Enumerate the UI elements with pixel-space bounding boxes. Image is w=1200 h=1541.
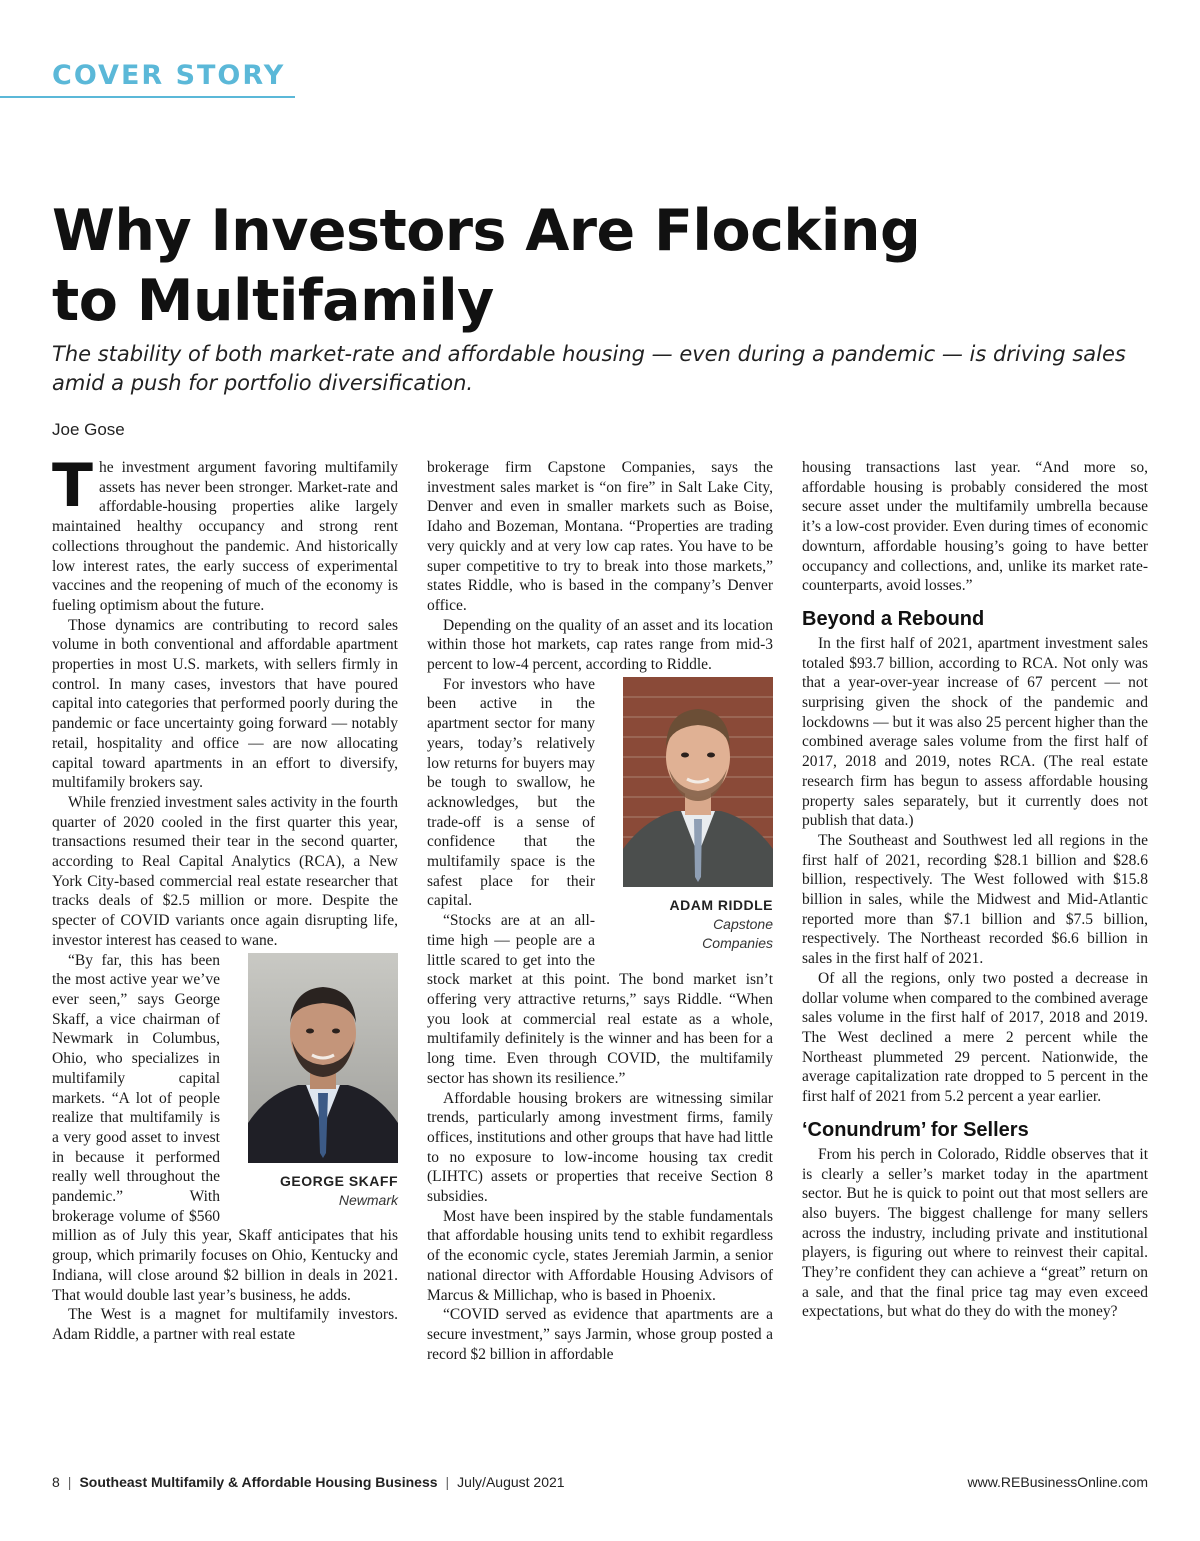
article-column-1 bbox=[52, 451, 398, 1345]
section-rule bbox=[0, 96, 295, 98]
page-number: 8 bbox=[52, 1474, 60, 1490]
headline-line-1: Why Investors Are Flocking bbox=[52, 198, 921, 264]
paragraph: “Stocks are at an all-time high — people are a little scared to get into the stock market at this point. The bond market isn’t offering very attractive returns,” says Riddle. “When you look at commercial real estate as a whole, multifamily definitely is the winner and has been for a long time. Even through COVID, the multifamily sector has shown its resilience.” bbox=[427, 912, 773, 1087]
paragraph: “By far, this has been the most active year we’ve ever seen,” says George Skaff, a vice chairman of Newmark in Columbus, Ohio, who specializes in multifamily capital markets. “A lot of people realize that multifamily is a very good asset to invest in because it performed really well throughout the pandemic.” With brokerage volume of $560 million as of July this year, Skaff anticipates that his group, which primarily focuses on Ohio, Kentucky and Indiana, will close around $2 billion in deals in 2021. That would double last year’s business, he adds. bbox=[52, 951, 398, 1304]
photo-caption-name: GEORGE SKAFF bbox=[279, 1172, 398, 1189]
footer-separator: | bbox=[67, 1474, 72, 1490]
subhead-beyond-a-rebound: Beyond a Rebound bbox=[802, 607, 985, 630]
headline-line-2: to Multifamily bbox=[52, 268, 494, 334]
article-headline bbox=[52, 196, 1052, 336]
paragraph: Those dynamics are contributing to record sales volume in both conventional and affordable apartment properties in most U.S. markets, with sellers firmly in control. In many cases, investors that have poured capital into categories that performed poorly during the pandemic or face uncertainty going forward — notably retail, hospitality and office — are now allocating capital toward apartments in an effort to diversify, multifamily brokers say. bbox=[52, 616, 398, 792]
photo-george-skaff bbox=[232, 953, 398, 1210]
paragraph: Depending on the quality of an asset and its location within those hot markets, cap rates range from mid-3 percent to low-4 percent, according to Riddle. bbox=[427, 616, 773, 674]
issue-date: July/August 2021 bbox=[457, 1474, 565, 1490]
paragraph: brokerage firm Capstone Companies, says the investment sales market is “on fire” in Salt Lake City, Denver and even in smaller markets such as Boise, Idaho and Bozeman, Montana. “Properties are trading very quickly and at very low cap rates. You have to be super competitive to try to break into those markets,” states Riddle, who is based in the company’s Denver office. bbox=[427, 459, 773, 614]
footer-separator: | bbox=[445, 1474, 450, 1490]
article-deck: The stability of both market-rate and affordable housing — even during a pandemic — is driving sales amid a push for portfolio diversification. bbox=[52, 342, 1126, 395]
paragraph: For investors who have been active in the apartment sector for many years, today’s relatively low returns for buyers may be tough to swallow, he acknowledges, but the trade-off is a sense of confidence that the multifamily space is the safest place for their capital. bbox=[427, 675, 595, 910]
paragraph: Of all the regions, only two posted a decrease in dollar volume when compared to the combined average sales volume in the first half of 2017, 2018 and 2019. The West declined a mere 2 percent while the Northeast plummeted 29 percent. Nationwide, the average capitalization rate dropped to 5 percent in the first half of 2021 from 5.2 percent a year earlier. bbox=[802, 969, 1148, 1106]
article-byline: Joe Gose bbox=[52, 420, 125, 439]
paragraph: The West is a magnet for multifamily investors. Adam Riddle, a partner with real estate bbox=[52, 1306, 398, 1343]
photo-caption-company: Capstone Companies bbox=[702, 915, 773, 951]
article-column-2 bbox=[427, 458, 773, 1364]
paragraph: Most have been inspired by the stable fundamentals that affordable housing units tend to exhibit regardless of the economic cycle, states Jeremiah Jarmin, a senior national director with Affordable Housing Advisors of Marcus & Millichap, who is based in Phoenix. bbox=[427, 1207, 773, 1304]
paragraph: Affordable housing brokers are witnessing similar trends, particularly among investment firms, family offices, institutions and other groups that have had little to no exposure to low-income housing tax credit (LIHTC) assets or properties that receive Section 8 subsidies. bbox=[427, 1089, 773, 1206]
publication-name: Southeast Multifamily & Affordable Housing Business bbox=[79, 1474, 438, 1490]
paragraph: housing transactions last year. “And more so, affordable housing is probably considered the most secure asset under the multifamily umbrella because it’s a low-cost provider. Even during times of economic downturn, affordable housing’s going to have better occupancy and collections, and, unlike its market rate-counterparts, avoid losses.” bbox=[802, 459, 1148, 595]
photo-adam-riddle bbox=[607, 677, 773, 953]
paragraph: The investment argument favoring multifamily assets has never been stronger. Market-rate and affordable-housing properties alike largely maintained healthy occupancy and strong rent collections throughout the pandemic. And historically low interest rates, the early success of experimental vaccines and the reopening of much of the economy is fueling optimism about the future. bbox=[52, 451, 398, 614]
paragraph: The Southeast and Southwest led all regions in the first half of 2021, recording $28.1 billion and $28.6 billion, respectively. The West followed with $15.8 billion in sales, while the Midwest and Mid-Atlantic reported more than $7.1 billion and $7.5 billion, respectively. The Northeast recorded $6.6 billion in sales in the first half of 2021. bbox=[802, 831, 1148, 968]
photo-caption-name: ADAM RIDDLE bbox=[669, 896, 773, 913]
paragraph: “COVID served as evidence that apartments are a secure investment,” says Jarmin, whose group posted a record $2 billion in affordable bbox=[427, 1306, 773, 1363]
article-column-3 bbox=[802, 458, 1148, 1322]
subhead-conundrum-for-sellers: ‘Conundrum’ for Sellers bbox=[802, 1118, 1029, 1141]
paragraph: In the first half of 2021, apartment investment sales totaled $93.7 billion, according to RCA. Not only was that a year-over-year increase of 67 percent — not surprising given the shock of the pandemic and lockdowns — but it was also 25 percent higher than the combined average sales volume from the first half of 2017, 2018 and 2019, notes RCA. (The real estate research firm has begun to assess affordable housing property sales separately, but it currently does not publish that data.) bbox=[802, 634, 1148, 830]
website-url: www.REBusinessOnline.com bbox=[967, 1474, 1148, 1490]
photo-caption-company: Newmark bbox=[338, 1191, 398, 1208]
paragraph: From his perch in Colorado, Riddle observes that it is clearly a seller’s market today in the apartment sector. But he is quick to point out that most sellers are also buyers. The biggest challenge for many sellers across the industry, including private and institutional players, is figuring out where to reinvest their capital. They’re confident they can achieve a “great” return on a sale, and that the final price tag may even exceed expectations, but what do they do with the money? bbox=[802, 1145, 1148, 1321]
footer-left bbox=[52, 1474, 565, 1490]
portrait-image bbox=[623, 677, 773, 887]
portrait-image bbox=[248, 953, 398, 1163]
section-label: COVER STORY bbox=[52, 60, 286, 91]
paragraph: While frenzied investment sales activity in the fourth quarter of 2020 cooled in the first quarter this year, transactions resumed their tear in the second quarter, according to Real Capital Analytics (RCA), a New York City-based commercial real estate researcher that tracks deals of $2.5 million or more. Despite the specter of COVID variants once again disrupting life, investor interest has ceased to wane. bbox=[52, 793, 398, 949]
drop-cap: T bbox=[52, 451, 93, 521]
